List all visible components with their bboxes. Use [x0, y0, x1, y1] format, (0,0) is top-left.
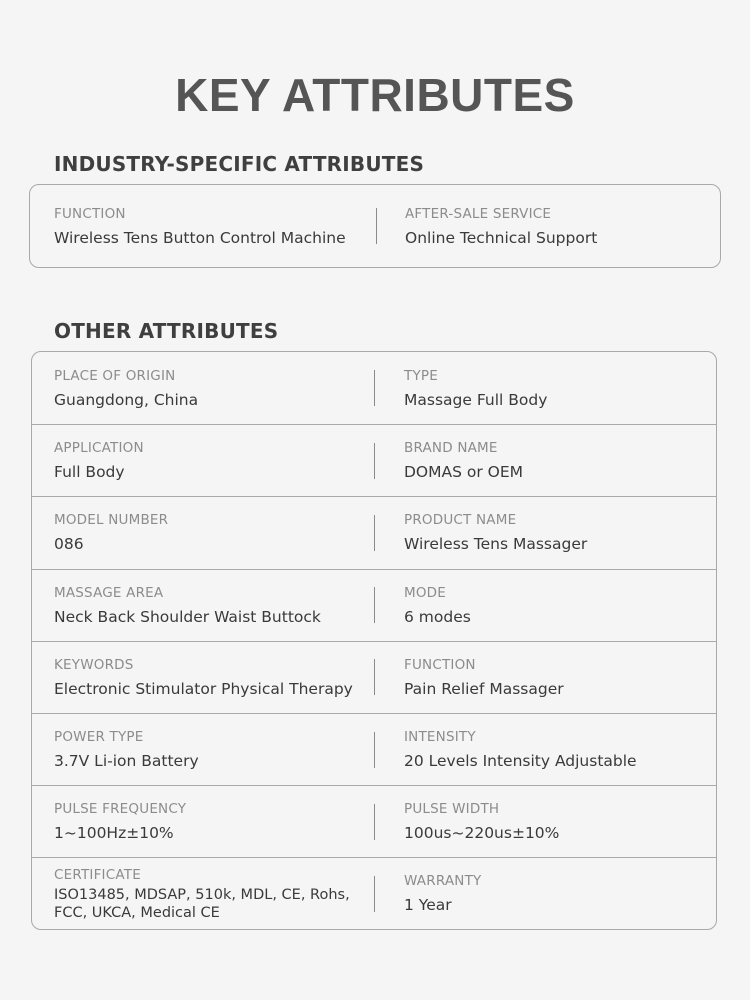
- attribute-value: 3.7V Li-ion Battery: [54, 752, 199, 771]
- attribute-cell-application: [32, 425, 374, 496]
- attribute-label: AFTER-SALE SERVICE: [405, 205, 552, 222]
- attribute-row: [32, 857, 716, 929]
- attribute-cell-warranty: [374, 858, 716, 929]
- attribute-value: Electronic Stimulator Physical Therapy: [54, 679, 353, 698]
- attribute-label: PULSE WIDTH: [404, 801, 500, 818]
- attribute-value: Neck Back Shoulder Waist Buttock: [54, 607, 321, 626]
- attribute-cell-after-sale-service: [375, 185, 720, 267]
- attribute-cell-intensity: [374, 714, 716, 785]
- attribute-label: INTENSITY: [404, 729, 476, 746]
- attribute-label: FUNCTION: [54, 205, 126, 222]
- attribute-label: APPLICATION: [54, 440, 144, 457]
- attribute-row: [32, 424, 716, 496]
- industry-section-heading: INDUSTRY-SPECIFIC ATTRIBUTES: [54, 152, 425, 176]
- attribute-value: 6 modes: [404, 607, 471, 626]
- attribute-cell-power-type: [32, 714, 374, 785]
- attribute-row: [32, 352, 716, 424]
- attribute-label: TYPE: [404, 367, 438, 384]
- attribute-label: MASSAGE AREA: [54, 584, 164, 601]
- attribute-cell-product-name: [374, 497, 716, 568]
- attribute-row: [32, 713, 716, 785]
- other-attributes-card: [31, 351, 717, 930]
- attribute-cell-brand-name: [374, 425, 716, 496]
- attribute-label: PLACE OF ORIGIN: [54, 367, 176, 384]
- attribute-value: Full Body: [54, 463, 125, 482]
- attribute-value: 086: [54, 535, 84, 554]
- attribute-label: KEYWORDS: [54, 656, 134, 673]
- attribute-row: [32, 496, 716, 568]
- attribute-value: Wireless Tens Button Control Machine: [54, 228, 346, 247]
- attribute-cell-pulse-width: [374, 786, 716, 857]
- attribute-value: Guangdong, China: [54, 390, 199, 409]
- attribute-value: 1 Year: [404, 896, 452, 915]
- attribute-label: FUNCTION: [404, 656, 476, 673]
- attribute-value: ISO13485, MDSAP, 510k, MDL, CE, Rohs, FCC, UKCA, Medical CE: [54, 886, 350, 921]
- attribute-value: Online Technical Support: [405, 228, 598, 247]
- attribute-row: [32, 785, 716, 857]
- attribute-cell-function: [374, 642, 716, 713]
- attribute-cell-keywords: [32, 642, 374, 713]
- attribute-row: [32, 641, 716, 713]
- attribute-value: DOMAS or OEM: [404, 463, 524, 482]
- attribute-cell-type: [374, 352, 716, 424]
- attribute-cell-function: [30, 185, 375, 267]
- attribute-label: MODE: [404, 584, 446, 601]
- attribute-label: CERTIFICATE: [54, 866, 141, 883]
- attribute-value: Pain Relief Massager: [404, 679, 564, 698]
- attribute-value: Massage Full Body: [404, 390, 548, 409]
- attribute-cell-certificate: [32, 858, 374, 929]
- attribute-row: [32, 569, 716, 641]
- attribute-label: POWER TYPE: [54, 729, 144, 746]
- attribute-value: 20 Levels Intensity Adjustable: [404, 752, 637, 771]
- page-title: KEY ATTRIBUTES: [175, 69, 575, 121]
- attribute-cell-massage-area: [32, 570, 374, 641]
- attribute-label: PRODUCT NAME: [404, 512, 517, 529]
- attribute-label: PULSE FREQUENCY: [54, 801, 187, 818]
- attribute-cell-model-number: [32, 497, 374, 568]
- industry-attributes-card: [29, 184, 721, 268]
- attribute-value: 100us~220us±10%: [404, 824, 560, 843]
- attribute-cell-place-of-origin: [32, 352, 374, 424]
- attribute-cell-mode: [374, 570, 716, 641]
- attribute-label: MODEL NUMBER: [54, 512, 169, 529]
- attribute-row: [30, 185, 720, 267]
- attribute-value: Wireless Tens Massager: [404, 535, 588, 554]
- attribute-label: WARRANTY: [404, 873, 482, 890]
- attribute-label: BRAND NAME: [404, 440, 498, 457]
- attribute-cell-pulse-frequency: [32, 786, 374, 857]
- other-section-heading: OTHER ATTRIBUTES: [54, 319, 279, 343]
- attribute-value: 1~100Hz±10%: [54, 824, 174, 843]
